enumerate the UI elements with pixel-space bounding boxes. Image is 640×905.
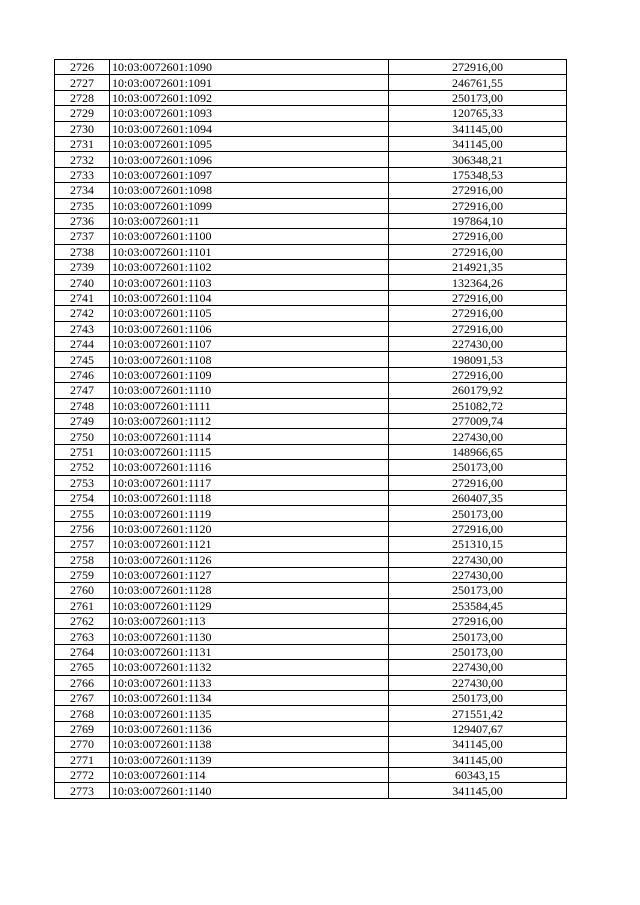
cadastral-number-cell: 10:03:0072601:1092 xyxy=(110,90,389,105)
cadastral-number-cell: 10:03:0072601:1101 xyxy=(110,244,389,259)
row-number-cell: 2748 xyxy=(55,398,110,413)
table-row xyxy=(55,229,567,244)
row-number-cell: 2771 xyxy=(55,752,110,767)
row-number-cell: 2744 xyxy=(55,337,110,352)
cadastral-number-cell: 10:03:0072601:1119 xyxy=(110,506,389,521)
cadastral-number-cell: 10:03:0072601:1116 xyxy=(110,460,389,475)
row-number-cell: 2742 xyxy=(55,306,110,321)
table-row xyxy=(55,152,567,167)
cadastral-value-cell: 341145,00 xyxy=(389,783,567,798)
table-row xyxy=(55,475,567,490)
cadastral-value-cell: 251082,72 xyxy=(389,398,567,413)
table-row xyxy=(55,721,567,736)
row-number-cell: 2766 xyxy=(55,675,110,690)
table-row xyxy=(55,321,567,336)
table-row xyxy=(55,598,567,613)
cadastral-number-cell: 10:03:0072601:1131 xyxy=(110,644,389,659)
row-number-cell: 2732 xyxy=(55,152,110,167)
cadastral-value-cell: 197864,10 xyxy=(389,213,567,228)
cadastral-value-cell: 246761,55 xyxy=(389,75,567,90)
table-row xyxy=(55,213,567,228)
row-number-cell: 2730 xyxy=(55,121,110,136)
row-number-cell: 2773 xyxy=(55,783,110,798)
cadastral-number-cell: 10:03:0072601:1112 xyxy=(110,413,389,428)
row-number-cell: 2734 xyxy=(55,183,110,198)
cadastral-value-cell: 271551,42 xyxy=(389,706,567,721)
cadastral-value-cell: 272916,00 xyxy=(389,521,567,536)
row-number-cell: 2757 xyxy=(55,537,110,552)
cadastral-number-cell: 10:03:0072601:113 xyxy=(110,614,389,629)
row-number-cell: 2761 xyxy=(55,598,110,613)
table-row xyxy=(55,383,567,398)
cadastral-value-cell: 272916,00 xyxy=(389,475,567,490)
table-row xyxy=(55,413,567,428)
table-row xyxy=(55,490,567,505)
cadastral-number-cell: 10:03:0072601:1102 xyxy=(110,260,389,275)
table-row xyxy=(55,660,567,675)
cadastral-number-cell: 10:03:0072601:1115 xyxy=(110,444,389,459)
table-row xyxy=(55,60,567,75)
table-row xyxy=(55,260,567,275)
cadastral-value-cell: 260179,92 xyxy=(389,383,567,398)
cadastral-value-cell: 132364,26 xyxy=(389,275,567,290)
cadastral-number-cell: 10:03:0072601:1130 xyxy=(110,629,389,644)
table-row xyxy=(55,367,567,382)
cadastral-number-cell: 10:03:0072601:1106 xyxy=(110,321,389,336)
row-number-cell: 2770 xyxy=(55,737,110,752)
cadastral-number-cell: 10:03:0072601:1117 xyxy=(110,475,389,490)
cadastral-number-cell: 10:03:0072601:1095 xyxy=(110,136,389,151)
cadastral-value-cell: 341145,00 xyxy=(389,737,567,752)
row-number-cell: 2769 xyxy=(55,721,110,736)
cadastral-value-cell: 227430,00 xyxy=(389,337,567,352)
table-row xyxy=(55,567,567,582)
table-row xyxy=(55,444,567,459)
cadastral-number-cell: 10:03:0072601:1128 xyxy=(110,583,389,598)
cadastral-number-cell: 10:03:0072601:1127 xyxy=(110,567,389,582)
cadastral-value-cell: 272916,00 xyxy=(389,229,567,244)
table-row xyxy=(55,644,567,659)
cadastral-value-cell: 253584,45 xyxy=(389,598,567,613)
table-row xyxy=(55,521,567,536)
table-row xyxy=(55,352,567,367)
row-number-cell: 2752 xyxy=(55,460,110,475)
row-number-cell: 2756 xyxy=(55,521,110,536)
row-number-cell: 2737 xyxy=(55,229,110,244)
table-row xyxy=(55,290,567,305)
cadastral-number-cell: 10:03:0072601:1104 xyxy=(110,290,389,305)
cadastral-number-cell: 10:03:0072601:1109 xyxy=(110,367,389,382)
row-number-cell: 2753 xyxy=(55,475,110,490)
row-number-cell: 2751 xyxy=(55,444,110,459)
cadastral-number-cell: 10:03:0072601:1118 xyxy=(110,490,389,505)
cadastral-value-cell: 272916,00 xyxy=(389,183,567,198)
table-row xyxy=(55,198,567,213)
cadastral-number-cell: 10:03:0072601:1105 xyxy=(110,306,389,321)
table-row xyxy=(55,552,567,567)
table-row xyxy=(55,337,567,352)
cadastral-value-cell: 227430,00 xyxy=(389,660,567,675)
table-row xyxy=(55,460,567,475)
row-number-cell: 2747 xyxy=(55,383,110,398)
cadastral-number-cell: 10:03:0072601:1091 xyxy=(110,75,389,90)
table-row xyxy=(55,75,567,90)
cadastral-value-cell: 250173,00 xyxy=(389,90,567,105)
cadastral-number-cell: 10:03:0072601:1120 xyxy=(110,521,389,536)
table-row xyxy=(55,506,567,521)
row-number-cell: 2738 xyxy=(55,244,110,259)
cadastral-number-cell: 10:03:0072601:1126 xyxy=(110,552,389,567)
cadastral-number-cell: 10:03:0072601:1100 xyxy=(110,229,389,244)
cadastral-value-cell: 227430,00 xyxy=(389,552,567,567)
cadastral-value-cell: 60343,15 xyxy=(389,767,567,782)
cadastral-number-cell: 10:03:0072601:1094 xyxy=(110,121,389,136)
table-row xyxy=(55,614,567,629)
row-number-cell: 2772 xyxy=(55,767,110,782)
row-number-cell: 2767 xyxy=(55,691,110,706)
cadastral-number-cell: 10:03:0072601:1096 xyxy=(110,152,389,167)
cadastral-value-cell: 341145,00 xyxy=(389,752,567,767)
cadastral-number-cell: 10:03:0072601:1121 xyxy=(110,537,389,552)
row-number-cell: 2760 xyxy=(55,583,110,598)
row-number-cell: 2741 xyxy=(55,290,110,305)
cadastral-number-cell: 10:03:0072601:11 xyxy=(110,213,389,228)
cadastral-value-cell: 175348,53 xyxy=(389,167,567,182)
row-number-cell: 2758 xyxy=(55,552,110,567)
cadastral-value-cell: 272916,00 xyxy=(389,614,567,629)
cadastral-value-cell: 272916,00 xyxy=(389,60,567,75)
cadastral-value-cell: 341145,00 xyxy=(389,136,567,151)
cadastral-value-cell: 227430,00 xyxy=(389,675,567,690)
cadastral-value-cell: 272916,00 xyxy=(389,306,567,321)
cadastral-value-cell: 214921,35 xyxy=(389,260,567,275)
row-number-cell: 2749 xyxy=(55,413,110,428)
cadastral-value-cell: 120765,33 xyxy=(389,106,567,121)
cadastral-number-cell: 10:03:0072601:1139 xyxy=(110,752,389,767)
row-number-cell: 2743 xyxy=(55,321,110,336)
table-row xyxy=(55,767,567,782)
cadastral-number-cell: 10:03:0072601:1090 xyxy=(110,60,389,75)
cadastral-number-cell: 10:03:0072601:1114 xyxy=(110,429,389,444)
cadastral-number-cell: 10:03:0072601:1103 xyxy=(110,275,389,290)
cadastral-value-cell: 227430,00 xyxy=(389,567,567,582)
row-number-cell: 2729 xyxy=(55,106,110,121)
row-number-cell: 2736 xyxy=(55,213,110,228)
row-number-cell: 2754 xyxy=(55,490,110,505)
cadastral-number-cell: 10:03:0072601:1140 xyxy=(110,783,389,798)
row-number-cell: 2759 xyxy=(55,567,110,582)
row-number-cell: 2731 xyxy=(55,136,110,151)
table-row xyxy=(55,783,567,798)
cadastral-number-cell: 10:03:0072601:1134 xyxy=(110,691,389,706)
cadastral-value-cell: 272916,00 xyxy=(389,367,567,382)
cadastral-number-cell: 10:03:0072601:1097 xyxy=(110,167,389,182)
cadastral-number-cell: 10:03:0072601:1138 xyxy=(110,737,389,752)
cadastral-value-cell: 250173,00 xyxy=(389,460,567,475)
table-row xyxy=(55,167,567,182)
table-row xyxy=(55,691,567,706)
table-row xyxy=(55,183,567,198)
cadastral-value-cell: 250173,00 xyxy=(389,629,567,644)
cadastral-value-table xyxy=(54,59,567,799)
table-row xyxy=(55,752,567,767)
cadastral-value-cell: 260407,35 xyxy=(389,490,567,505)
row-number-cell: 2739 xyxy=(55,260,110,275)
row-number-cell: 2762 xyxy=(55,614,110,629)
cadastral-number-cell: 10:03:0072601:1132 xyxy=(110,660,389,675)
table-row xyxy=(55,275,567,290)
table-row xyxy=(55,106,567,121)
cadastral-number-cell: 10:03:0072601:114 xyxy=(110,767,389,782)
table-row xyxy=(55,629,567,644)
table-row xyxy=(55,90,567,105)
cadastral-number-cell: 10:03:0072601:1135 xyxy=(110,706,389,721)
cadastral-value-cell: 250173,00 xyxy=(389,691,567,706)
row-number-cell: 2733 xyxy=(55,167,110,182)
table-row xyxy=(55,121,567,136)
cadastral-number-cell: 10:03:0072601:1129 xyxy=(110,598,389,613)
cadastral-value-cell: 227430,00 xyxy=(389,429,567,444)
cadastral-number-cell: 10:03:0072601:1111 xyxy=(110,398,389,413)
cadastral-value-cell: 272916,00 xyxy=(389,290,567,305)
table-body xyxy=(55,60,567,799)
row-number-cell: 2746 xyxy=(55,367,110,382)
row-number-cell: 2768 xyxy=(55,706,110,721)
cadastral-value-cell: 198091,53 xyxy=(389,352,567,367)
row-number-cell: 2728 xyxy=(55,90,110,105)
table-row xyxy=(55,244,567,259)
cadastral-value-cell: 250173,00 xyxy=(389,583,567,598)
cadastral-value-cell: 272916,00 xyxy=(389,321,567,336)
cadastral-number-cell: 10:03:0072601:1136 xyxy=(110,721,389,736)
row-number-cell: 2763 xyxy=(55,629,110,644)
row-number-cell: 2740 xyxy=(55,275,110,290)
cadastral-number-cell: 10:03:0072601:1108 xyxy=(110,352,389,367)
table-row xyxy=(55,537,567,552)
cadastral-value-cell: 272916,00 xyxy=(389,244,567,259)
cadastral-value-cell: 250173,00 xyxy=(389,506,567,521)
table-row xyxy=(55,583,567,598)
table-row xyxy=(55,306,567,321)
row-number-cell: 2764 xyxy=(55,644,110,659)
cadastral-value-cell: 148966,65 xyxy=(389,444,567,459)
cadastral-value-cell: 272916,00 xyxy=(389,198,567,213)
cadastral-number-cell: 10:03:0072601:1098 xyxy=(110,183,389,198)
row-number-cell: 2750 xyxy=(55,429,110,444)
table-row xyxy=(55,136,567,151)
cadastral-value-cell: 341145,00 xyxy=(389,121,567,136)
table-row xyxy=(55,706,567,721)
cadastral-number-cell: 10:03:0072601:1093 xyxy=(110,106,389,121)
cadastral-number-cell: 10:03:0072601:1099 xyxy=(110,198,389,213)
table-row xyxy=(55,398,567,413)
cadastral-value-cell: 306348,21 xyxy=(389,152,567,167)
row-number-cell: 2726 xyxy=(55,60,110,75)
table-row xyxy=(55,429,567,444)
row-number-cell: 2745 xyxy=(55,352,110,367)
cadastral-value-cell: 250173,00 xyxy=(389,644,567,659)
cadastral-number-cell: 10:03:0072601:1110 xyxy=(110,383,389,398)
table-row xyxy=(55,737,567,752)
row-number-cell: 2727 xyxy=(55,75,110,90)
row-number-cell: 2735 xyxy=(55,198,110,213)
row-number-cell: 2765 xyxy=(55,660,110,675)
cadastral-number-cell: 10:03:0072601:1107 xyxy=(110,337,389,352)
cadastral-value-cell: 129407,67 xyxy=(389,721,567,736)
cadastral-number-cell: 10:03:0072601:1133 xyxy=(110,675,389,690)
table-row xyxy=(55,675,567,690)
cadastral-value-cell: 277009,74 xyxy=(389,413,567,428)
cadastral-value-cell: 251310,15 xyxy=(389,537,567,552)
row-number-cell: 2755 xyxy=(55,506,110,521)
